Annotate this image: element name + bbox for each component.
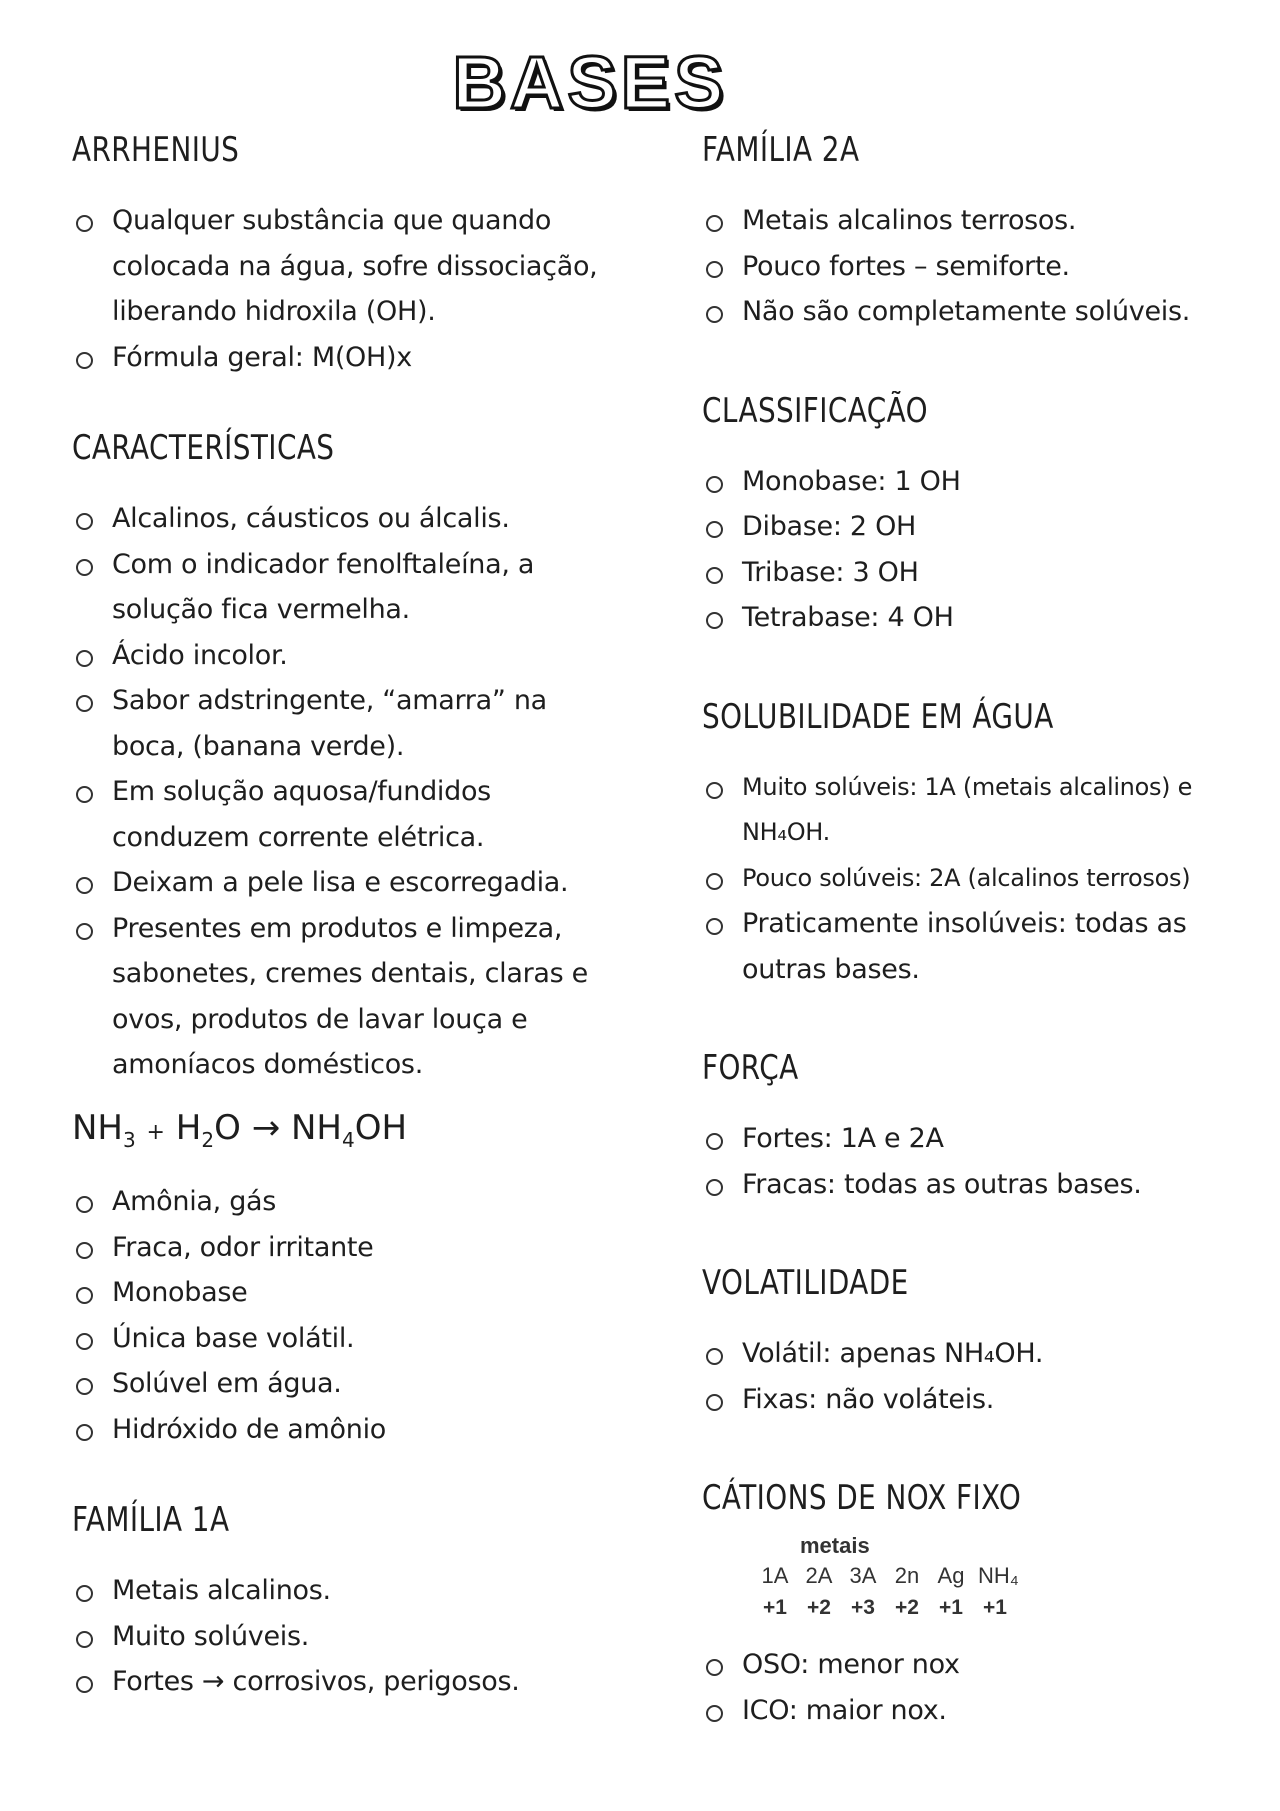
nox-elements-row: 1A 2A 3A 2n Ag NH₄ <box>761 1563 1019 1588</box>
list-item: Monobase <box>72 1270 632 1316</box>
section-reacao-amonia <box>72 1108 632 1453</box>
section-heading: CARACTERÍSTICAS <box>72 428 335 468</box>
section-forca <box>702 1048 1262 1207</box>
list-item: Praticamente insolúveis: todas as outras bases. <box>702 901 1262 992</box>
section-heading: CÁTIONS DE NOX FIXO <box>702 1478 1022 1518</box>
list-item: Não são completamente solúveis. <box>702 289 1262 335</box>
bullet-list <box>72 1179 632 1452</box>
list-item: Com o indicador fenolftaleína, a solução fica vermelha. <box>72 542 632 633</box>
list-item: Qualquer substância que quando colocada na água, sofre dissociação, liberando hidroxila (OH). <box>72 198 642 335</box>
bullet-list <box>702 765 1262 993</box>
list-item: Fortes: 1A e 2A <box>702 1116 1262 1162</box>
list-item: Muito solúveis: 1A (metais alcalinos) e NH₄OH. <box>702 765 1262 856</box>
section-solubilidade <box>702 697 1262 993</box>
list-item: Fortes → corrosivos, perigosos. <box>72 1659 632 1705</box>
list-item: Hidróxido de amônio <box>72 1407 632 1453</box>
list-item: Tetrabase: 4 OH <box>702 595 1262 641</box>
bullet-list <box>702 1642 1262 1733</box>
list-item: Fixas: não voláteis. <box>702 1377 1262 1423</box>
section-heading: CLASSIFICAÇÃO <box>702 390 928 431</box>
left-column <box>72 130 632 1705</box>
list-item: Metais alcalinos. <box>72 1568 632 1614</box>
list-item: Única base volátil. <box>72 1316 632 1362</box>
list-item: Volátil: apenas NH₄OH. <box>702 1331 1262 1377</box>
list-item: Muito solúveis. <box>72 1614 632 1660</box>
arrow-icon: → <box>251 1107 281 1148</box>
bullet-list <box>702 198 1262 335</box>
section-heading: VOLATILIDADE <box>702 1263 909 1303</box>
list-item: Presentes em produtos e limpeza, sabonetes, cremes dentais, claras e ovos, produtos de lavar louça e amoníacos domésticos. <box>72 906 612 1088</box>
page-title: BASES <box>452 41 728 124</box>
section-heading: FORÇA <box>702 1048 799 1088</box>
list-item: ICO: maior nox. <box>702 1688 1262 1734</box>
section-classificacao <box>702 391 1262 641</box>
list-item: OSO: menor nox <box>702 1642 1262 1688</box>
list-item: Solúvel em água. <box>72 1361 632 1407</box>
list-item: Alcalinos, cáusticos ou álcalis. <box>72 496 632 542</box>
list-item: Fórmula geral: M(OH)x <box>72 335 632 381</box>
bullet-list <box>702 1331 1262 1422</box>
list-item: Dibase: 2 OH <box>702 504 1262 550</box>
section-volatilidade <box>702 1263 1262 1422</box>
section-heading: FAMÍLIA 2A <box>702 130 860 170</box>
list-item: Amônia, gás <box>72 1179 632 1225</box>
list-item: Sabor adstringente, “amarra” na boca, (banana verde). <box>72 678 602 769</box>
bullet-list <box>702 459 1262 641</box>
nox-table-label: metais <box>800 1533 870 1558</box>
list-item: Tribase: 3 OH <box>702 550 1262 596</box>
bullet-list <box>702 1116 1262 1207</box>
list-item: Metais alcalinos terrosos. <box>702 198 1262 244</box>
section-cations-nox-fixo <box>702 1478 1262 1733</box>
bullet-list <box>72 496 632 1088</box>
list-item: Fracas: todas as outras bases. <box>702 1162 1262 1208</box>
nox-values-row: +1 +2 +3 +2 +1 +1 <box>763 1596 1007 1619</box>
list-item: Pouco fortes – semiforte. <box>702 244 1262 290</box>
list-item: Pouco solúveis: 2A (alcalinos terrosos) <box>702 856 1262 902</box>
reaction-equation: $NH_3 + H_2O \to NH_4OH$ <box>72 1107 408 1152</box>
section-familia-1a <box>72 1500 632 1705</box>
list-item: Ácido incolor. <box>72 633 632 679</box>
section-familia-2a <box>702 130 1262 335</box>
list-item: Fraca, odor irritante <box>72 1225 632 1271</box>
bullet-list <box>72 198 632 380</box>
section-arrhenius <box>72 130 632 380</box>
section-heading: FAMÍLIA 1A <box>72 1500 230 1541</box>
nox-table <box>758 1532 1262 1624</box>
section-heading: SOLUBILIDADE EM ÁGUA <box>702 696 1054 737</box>
list-item: Deixam a pele lisa e escorregadia. <box>72 860 632 906</box>
right-column <box>702 130 1262 1733</box>
section-heading: ARRHENIUS <box>72 130 240 170</box>
list-item: Em solução aquosa/fundidos conduzem corrente elétrica. <box>72 769 612 860</box>
bullet-list <box>72 1568 632 1705</box>
section-caracteristicas <box>72 428 632 1088</box>
list-item: Monobase: 1 OH <box>702 459 1262 505</box>
